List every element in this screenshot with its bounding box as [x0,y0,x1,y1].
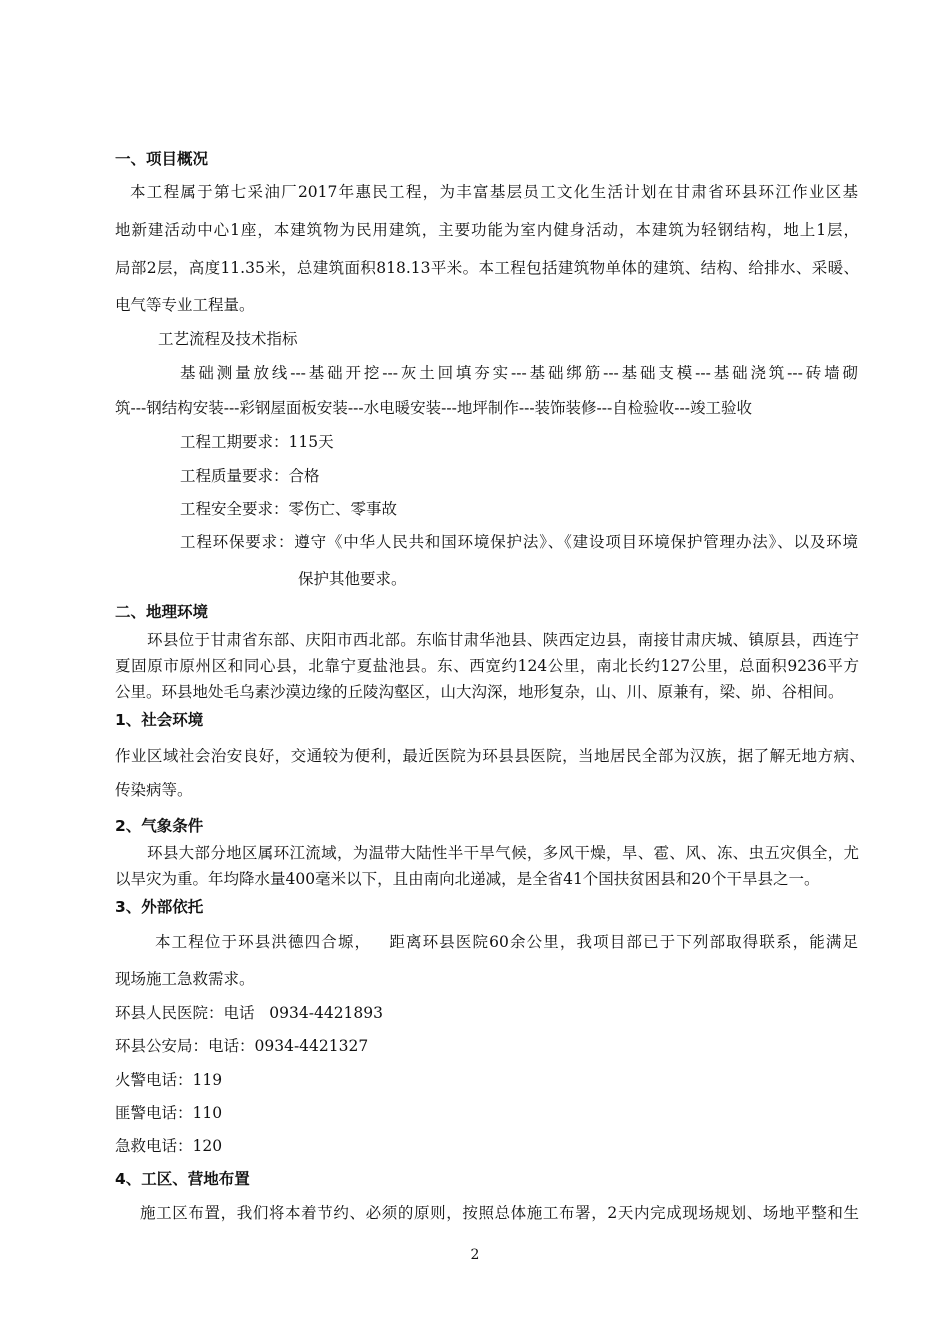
paragraph-line: 传染病等。 [115,781,193,799]
requirement-quality: 工程质量要求：合格 [180,467,320,485]
contact-police: 环县公安局：电话：0934-4421327 [115,1037,369,1055]
paragraph-line: 环县大部分地区属环江流域，为温带大陆性半干旱气候，多风干燥，旱、雹、风、冻、虫五灾俱全，尤 [147,844,859,862]
section-heading-geography: 二、地理环境 [115,603,209,621]
requirement-schedule: 工程工期要求：115天 [180,433,334,451]
process-title: 工艺流程及技术指标 [158,330,298,348]
paragraph-line: 电气等专业工程量。 [115,296,255,314]
paragraph-line: 以旱灾为重。年均降水量400毫米以下，且由南向北递减，是全省41个国扶贫困县和20个干旱县之一。 [115,870,820,888]
requirement-environment: 工程环保要求：遵守《中华人民共和国环境保护法》、《建设项目环境保护管理办法》、以及环境 [180,533,858,551]
subsection-heading-camp: 4、工区、营地布置 [115,1170,250,1188]
paragraph-line: 公里。环县地处毛乌素沙漠边缘的丘陵沟壑区，山大沟深，地形复杂，山、川、原兼有，梁、峁、谷相间。 [115,683,844,701]
process-line: 基础测量放线---基础开挖---灰土回填夯实---基础绑筋---基础支模---基础浇筑---砖墙砌 [180,364,858,382]
paragraph-line: 夏固原市原州区和同心县，北靠宁夏盐池县。东、西宽约124公里，南北长约127公里，总面积9236平方 [115,657,859,675]
paragraph-line: 本工程属于第七采油厂2017年惠民工程，为丰富基层员工文化生活计划在甘肃省环县环江作业区基 [130,183,858,201]
paragraph-line: 施工区布置，我们将本着节约、必须的原则，按照总体施工布署，2天内完成现场规划、场地平整和生 [140,1204,859,1222]
paragraph-line: 环县位于甘肃省东部、庆阳市西北部。东临甘肃华池县、陕西定边县，南接甘肃庆城、镇原县，西连宁 [147,631,859,649]
requirement-safety: 工程安全要求：零伤亡、零事故 [180,500,398,518]
subsection-heading-social: 1、社会环境 [115,711,204,729]
contact-emergency: 急救电话：120 [115,1137,223,1155]
paragraph-line: 本工程位于环县洪德四合塬， 距离环县医院60余公里，我项目部已于下列部取得联系，能满足 [155,933,858,951]
paragraph-line: 作业区域社会治安良好，交通较为便利，最近医院为环县县医院，当地居民全部为汉族，据了解无地方病、 [115,747,865,765]
contact-fire: 火警电话：119 [115,1071,223,1089]
process-line: 筑---钢结构安装---彩钢屋面板安装---水电暖安装---地坪制作---装饰装修---自检验收---竣工验收 [115,399,752,417]
requirement-environment-cont: 保护其他要求。 [298,570,407,588]
subsection-heading-weather: 2、气象条件 [115,817,204,835]
contact-hospital: 环县人民医院：电话 0934-4421893 [115,1004,383,1022]
section-heading-project-overview: 一、项目概况 [115,150,209,168]
paragraph-line: 地新建活动中心1座，本建筑物为民用建筑，主要功能为室内健身活动，本建筑为轻钢结构，地上1层， [115,221,859,239]
page-number: 2 [470,1247,480,1263]
contact-bandit-alarm: 匪警电话：110 [115,1104,223,1122]
subsection-heading-support: 3、外部依托 [115,898,204,916]
paragraph-line: 现场施工急救需求。 [115,970,255,988]
paragraph-line: 局部2层，高度11.35米，总建筑面积818.13平米。本工程包括建筑物单体的建筑、结构、给排水、采暖、 [115,259,859,277]
